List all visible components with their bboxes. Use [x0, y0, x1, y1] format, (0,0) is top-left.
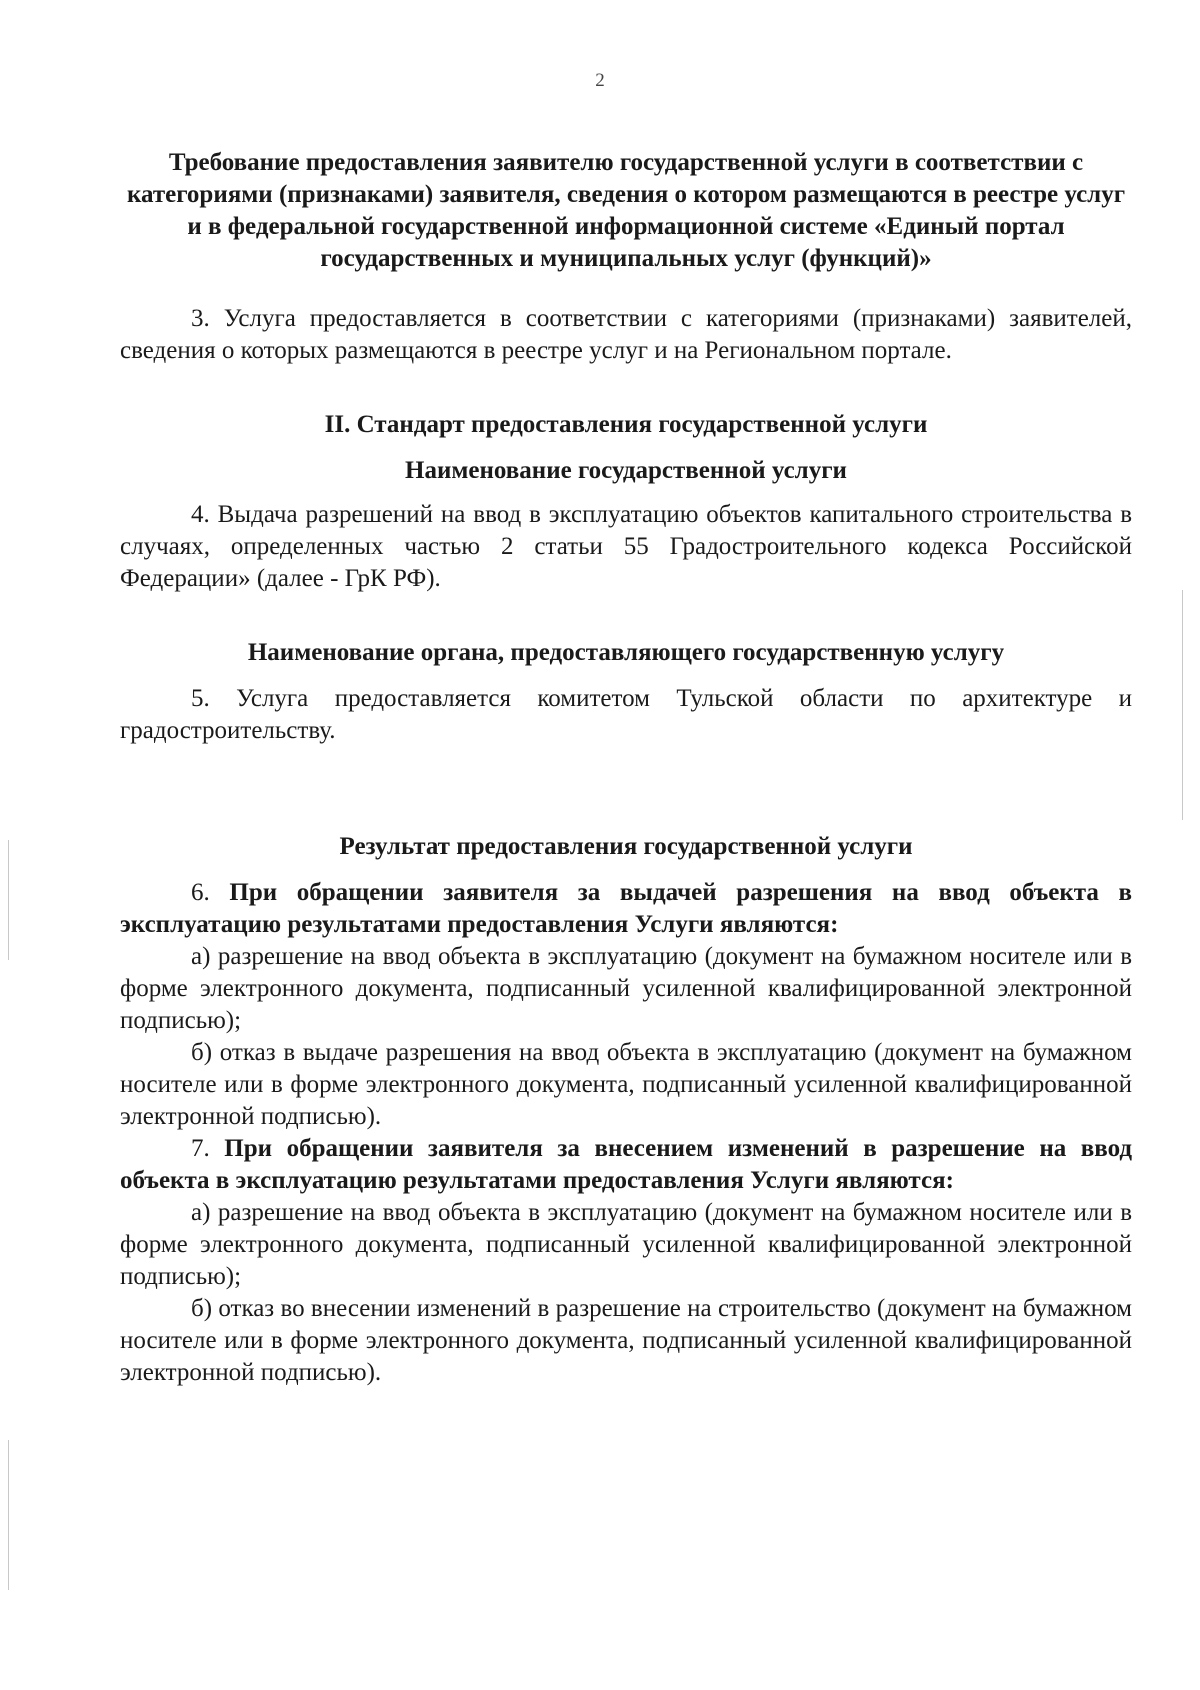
paragraph-4: 4. Выдача разрешений на ввод в эксплуатацию объектов капитального строительства в случаях, определенных частью 2 статьи 55 Градостроительного кодекса Российской Федерации» (далее - ГрК РФ). — [120, 501, 1132, 592]
paragraph-3: 3. Услуга предоставляется в соответствии с категориями (признаками) заявителей, сведения о которых размещаются в реестре услуг и на Региональном портале. — [120, 305, 1132, 364]
heading-service-name: Наименование государственной услуги — [405, 457, 847, 484]
paragraph-6 — [120, 877, 1132, 941]
scan-artifact-left-lower — [8, 1440, 9, 1590]
heading-authority: Наименование органа, предоставляющего государственную услугу — [247, 639, 1005, 666]
scan-artifact-right — [1182, 590, 1183, 820]
paragraph-6-lead: При обращении заявителя за выдачей разрешения на ввод объекта в эксплуатацию результатами предоставления Услуги являются: — [120, 879, 1133, 938]
paragraph-7 — [120, 1133, 1132, 1197]
paragraph-7-number: 7. — [191, 1135, 210, 1162]
paragraph-6-item-b: б) отказ в выдаче разрешения на ввод объекта в эксплуатацию (документ на бумажном носителе или в форме электронного документа, подписанный усиленной квалифицированной электронной подписью). — [120, 1039, 1132, 1130]
paragraph-5: 5. Услуга предоставляется комитетом Тульской области по архитектуре и градостроительству. — [120, 685, 1132, 744]
paragraph-7-lead: При обращении заявителя за внесением изменений в разрешение на ввод объекта в эксплуатацию результатами предоставления Услуги являются: — [120, 1135, 1133, 1194]
scan-artifact-left — [8, 840, 9, 960]
paragraph-7-item-a: а) разрешение на ввод объекта в эксплуатацию (документ на бумажном носителе или в форме электронного документа, подписанный усиленной квалифицированной электронной подписью); — [120, 1199, 1132, 1290]
heading-requirement: Требование предоставления заявителю государственной услуги в соответствии с категориями (признаками) заявителя, сведения о котором размещаются в реестре услуг и в федеральной государственной информационной системе «Единый портал государственных и муниципальных услуг (функций)» — [126, 149, 1126, 272]
document-body — [120, 147, 1132, 1389]
paragraph-6-item-a: а) разрешение на ввод объекта в эксплуатацию (документ на бумажном носителе или в форме электронного документа, подписанный усиленной квалифицированной электронной подписью); — [120, 943, 1132, 1034]
paragraph-7-item-b: б) отказ во внесении изменений в разрешение на строительство (документ на бумажном носителе или в форме электронного документа, подписанный усиленной квалифицированной электронной подписью). — [120, 1295, 1132, 1386]
heading-section-2: II. Стандарт предоставления государственной услуги — [324, 411, 928, 438]
paragraph-6-number: 6. — [191, 879, 210, 906]
heading-result: Результат предоставления государственной услуги — [339, 833, 913, 860]
page-number: 2 — [595, 70, 605, 91]
